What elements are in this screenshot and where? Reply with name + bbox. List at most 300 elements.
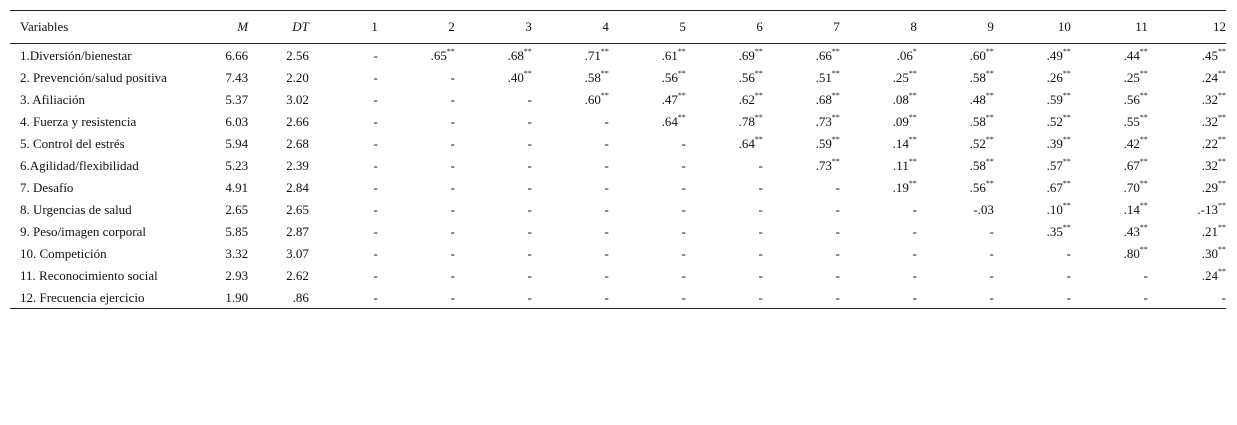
correlation-cell bbox=[532, 264, 609, 286]
correlation-value: - bbox=[450, 224, 455, 239]
correlation-cell bbox=[455, 264, 532, 286]
significance-marker: ** bbox=[831, 157, 840, 166]
correlation-value: - bbox=[1066, 268, 1071, 283]
table-row bbox=[10, 264, 1226, 286]
correlation-value: .19 bbox=[892, 180, 909, 195]
correlation-value: .40 bbox=[507, 70, 524, 85]
header-col-10: 10 bbox=[1057, 19, 1071, 34]
correlation-value: .73 bbox=[815, 114, 832, 129]
correlation-value: - bbox=[1143, 290, 1148, 305]
significance-marker: ** bbox=[754, 47, 763, 56]
correlation-cell bbox=[609, 242, 686, 264]
correlation-cell bbox=[994, 154, 1071, 176]
header-col-9: 9 bbox=[987, 19, 994, 34]
correlation-value: - bbox=[912, 202, 917, 217]
correlation-cell bbox=[378, 154, 455, 176]
correlation-value: - bbox=[373, 224, 378, 239]
correlation-value: .59 bbox=[815, 136, 832, 151]
correlation-cell bbox=[309, 66, 378, 88]
correlation-cell bbox=[994, 88, 1071, 110]
correlation-cell bbox=[1071, 242, 1148, 264]
correlation-cell bbox=[917, 242, 994, 264]
correlation-cell bbox=[1148, 110, 1226, 132]
correlation-value: .14 bbox=[1123, 202, 1140, 217]
correlation-value: .68 bbox=[507, 48, 524, 63]
correlation-value: - bbox=[450, 70, 455, 85]
correlation-value: .64 bbox=[738, 136, 755, 151]
correlation-value: - bbox=[604, 180, 609, 195]
correlation-cell bbox=[686, 264, 763, 286]
table-row bbox=[10, 110, 1226, 132]
correlation-cell bbox=[763, 220, 840, 242]
significance-marker: ** bbox=[985, 179, 994, 188]
correlation-cell bbox=[917, 110, 994, 132]
correlation-cell bbox=[994, 242, 1071, 264]
correlation-cell bbox=[455, 154, 532, 176]
header-col-11: 11 bbox=[1135, 19, 1148, 34]
correlation-cell bbox=[309, 198, 378, 220]
correlation-cell bbox=[1148, 264, 1226, 286]
correlation-cell bbox=[763, 264, 840, 286]
significance-marker: ** bbox=[1139, 113, 1148, 122]
correlation-value: - bbox=[1221, 290, 1226, 305]
correlation-value: - bbox=[450, 114, 455, 129]
row-sd: .86 bbox=[292, 290, 309, 305]
correlation-value: - bbox=[450, 180, 455, 195]
correlation-cell bbox=[1148, 220, 1226, 242]
correlation-cell bbox=[455, 66, 532, 88]
correlation-value: - bbox=[373, 268, 378, 283]
correlation-cell bbox=[609, 220, 686, 242]
correlation-value: .25 bbox=[1123, 70, 1140, 85]
correlation-value: .67 bbox=[1123, 158, 1140, 173]
correlation-cell bbox=[609, 110, 686, 132]
header-sd: DT bbox=[292, 19, 309, 34]
significance-marker: ** bbox=[831, 91, 840, 100]
row-variable-label: 3. Afiliación bbox=[20, 92, 85, 107]
correlation-value: .60 bbox=[969, 48, 986, 63]
significance-marker: ** bbox=[1062, 201, 1071, 210]
significance-marker: ** bbox=[1062, 135, 1071, 144]
correlation-value: - bbox=[527, 290, 532, 305]
correlation-cell bbox=[455, 242, 532, 264]
significance-marker: ** bbox=[677, 91, 686, 100]
correlation-cell bbox=[378, 132, 455, 154]
significance-marker: ** bbox=[1062, 157, 1071, 166]
correlation-table-container bbox=[10, 10, 1226, 309]
correlation-cell bbox=[840, 66, 917, 88]
significance-marker: ** bbox=[600, 47, 609, 56]
correlation-cell bbox=[763, 286, 840, 309]
correlation-cell bbox=[840, 176, 917, 198]
correlation-cell bbox=[994, 66, 1071, 88]
correlation-value: .43 bbox=[1123, 224, 1140, 239]
correlation-value: - bbox=[450, 290, 455, 305]
correlation-value: .32 bbox=[1201, 92, 1218, 107]
correlation-cell bbox=[532, 176, 609, 198]
correlation-cell bbox=[1148, 132, 1226, 154]
correlation-value: - bbox=[450, 92, 455, 107]
correlation-cell bbox=[840, 264, 917, 286]
correlation-cell bbox=[763, 66, 840, 88]
correlation-value: - bbox=[373, 158, 378, 173]
significance-marker: ** bbox=[1139, 47, 1148, 56]
correlation-cell bbox=[1148, 198, 1226, 220]
significance-marker: ** bbox=[908, 135, 917, 144]
significance-marker: ** bbox=[1062, 69, 1071, 78]
correlation-value: .56 bbox=[738, 70, 755, 85]
correlation-cell bbox=[309, 132, 378, 154]
row-mean: 5.85 bbox=[225, 224, 249, 239]
header-col-12: 12 bbox=[1213, 19, 1226, 34]
correlation-cell bbox=[532, 154, 609, 176]
correlation-cell bbox=[686, 110, 763, 132]
header-col-6: 6 bbox=[756, 19, 763, 34]
table-row bbox=[10, 88, 1226, 110]
correlation-value: - bbox=[450, 246, 455, 261]
row-mean: 5.94 bbox=[225, 136, 249, 151]
correlation-value: .78 bbox=[738, 114, 755, 129]
correlation-cell bbox=[609, 198, 686, 220]
correlation-value: - bbox=[912, 268, 917, 283]
correlation-value: .35 bbox=[1046, 224, 1063, 239]
correlation-value: .30 bbox=[1201, 246, 1218, 261]
correlation-value: - bbox=[758, 246, 763, 261]
correlation-cell bbox=[378, 44, 455, 67]
row-mean: 2.65 bbox=[225, 202, 249, 217]
correlation-value: - bbox=[604, 136, 609, 151]
correlation-cell bbox=[1071, 264, 1148, 286]
correlation-value: .11 bbox=[893, 158, 909, 173]
significance-marker: ** bbox=[908, 157, 917, 166]
correlation-value: - bbox=[912, 246, 917, 261]
correlation-cell bbox=[455, 110, 532, 132]
correlation-value: - bbox=[373, 180, 378, 195]
correlation-value: .71 bbox=[584, 48, 601, 63]
correlation-cell bbox=[994, 44, 1071, 67]
significance-marker: ** bbox=[1139, 69, 1148, 78]
table-row bbox=[10, 242, 1226, 264]
row-mean: 4.91 bbox=[225, 180, 249, 195]
correlation-cell bbox=[840, 242, 917, 264]
correlation-value: - bbox=[450, 158, 455, 173]
correlation-value: .58 bbox=[584, 70, 601, 85]
correlation-value: - bbox=[681, 158, 686, 173]
row-sd: 2.56 bbox=[286, 48, 309, 63]
header-col-3: 3 bbox=[525, 19, 532, 34]
correlation-cell bbox=[686, 176, 763, 198]
correlation-value: - bbox=[758, 180, 763, 195]
significance-marker: ** bbox=[446, 47, 455, 56]
row-variable-label: 8. Urgencias de salud bbox=[20, 202, 132, 217]
correlation-cell bbox=[455, 88, 532, 110]
correlation-value: - bbox=[527, 246, 532, 261]
correlation-value: - bbox=[681, 136, 686, 151]
correlation-value: - bbox=[681, 246, 686, 261]
correlation-cell bbox=[840, 198, 917, 220]
table-row bbox=[10, 286, 1226, 309]
correlation-cell bbox=[994, 264, 1071, 286]
table-row bbox=[10, 66, 1226, 88]
correlation-value: .25 bbox=[892, 70, 909, 85]
correlation-cell bbox=[763, 88, 840, 110]
correlation-value: - bbox=[912, 224, 917, 239]
correlation-cell bbox=[532, 110, 609, 132]
correlation-cell bbox=[763, 132, 840, 154]
correlation-cell bbox=[378, 264, 455, 286]
correlation-cell bbox=[1071, 110, 1148, 132]
significance-marker: ** bbox=[1139, 135, 1148, 144]
correlation-value: - bbox=[1143, 268, 1148, 283]
correlation-value: - bbox=[604, 290, 609, 305]
correlation-cell bbox=[994, 110, 1071, 132]
correlation-value: - bbox=[527, 158, 532, 173]
correlation-value: .09 bbox=[892, 114, 909, 129]
correlation-cell bbox=[378, 220, 455, 242]
significance-marker: ** bbox=[600, 91, 609, 100]
correlation-cell bbox=[532, 44, 609, 67]
correlation-value: - bbox=[373, 92, 378, 107]
correlation-value: - bbox=[989, 224, 994, 239]
correlation-cell bbox=[917, 264, 994, 286]
correlation-value: .56 bbox=[969, 180, 986, 195]
correlation-value: .08 bbox=[892, 92, 909, 107]
correlation-value: - bbox=[681, 224, 686, 239]
header-col-8: 8 bbox=[910, 19, 917, 34]
correlation-cell bbox=[378, 242, 455, 264]
significance-marker: ** bbox=[1218, 91, 1226, 100]
significance-marker: ** bbox=[831, 47, 840, 56]
correlation-value: - bbox=[604, 158, 609, 173]
correlation-cell bbox=[840, 44, 917, 67]
correlation-cell bbox=[686, 44, 763, 67]
correlation-cell bbox=[1071, 154, 1148, 176]
correlation-cell bbox=[994, 198, 1071, 220]
correlation-value: .51 bbox=[815, 70, 832, 85]
correlation-value: - bbox=[450, 136, 455, 151]
correlation-value: - bbox=[604, 268, 609, 283]
correlation-cell bbox=[763, 154, 840, 176]
correlation-cell bbox=[455, 44, 532, 67]
significance-marker: ** bbox=[1218, 157, 1226, 166]
correlation-cell bbox=[378, 110, 455, 132]
correlation-cell bbox=[378, 286, 455, 309]
correlation-cell bbox=[1071, 198, 1148, 220]
row-mean: 5.37 bbox=[225, 92, 249, 107]
significance-marker: ** bbox=[985, 47, 994, 56]
correlation-value: - bbox=[527, 180, 532, 195]
correlation-cell bbox=[609, 132, 686, 154]
row-mean: 6.66 bbox=[225, 48, 249, 63]
correlation-cell bbox=[309, 44, 378, 67]
table-row bbox=[10, 44, 1226, 67]
correlation-value: - bbox=[527, 268, 532, 283]
table-row bbox=[10, 154, 1226, 176]
significance-marker: ** bbox=[1218, 113, 1226, 122]
correlation-cell bbox=[532, 286, 609, 309]
correlation-value: .24 bbox=[1201, 268, 1218, 283]
significance-marker: ** bbox=[1062, 91, 1071, 100]
correlation-cell bbox=[763, 110, 840, 132]
correlation-value: - bbox=[604, 202, 609, 217]
correlation-cell bbox=[609, 286, 686, 309]
correlation-value: - bbox=[835, 224, 840, 239]
row-mean: 6.03 bbox=[225, 114, 249, 129]
correlation-value: - bbox=[373, 136, 378, 151]
significance-marker: ** bbox=[1218, 47, 1226, 56]
correlation-cell bbox=[309, 286, 378, 309]
correlation-value: - bbox=[1066, 290, 1071, 305]
correlation-value: .48 bbox=[969, 92, 986, 107]
row-mean: 3.32 bbox=[225, 246, 249, 261]
correlation-cell bbox=[1071, 132, 1148, 154]
correlation-value: - bbox=[373, 70, 378, 85]
correlation-cell bbox=[994, 286, 1071, 309]
significance-marker: ** bbox=[1139, 179, 1148, 188]
significance-marker: * bbox=[912, 47, 917, 56]
correlation-value: - bbox=[450, 268, 455, 283]
row-variable-label: 2. Prevención/salud positiva bbox=[20, 70, 167, 85]
correlation-value: .56 bbox=[661, 70, 678, 85]
correlation-cell bbox=[686, 220, 763, 242]
correlation-cell bbox=[609, 66, 686, 88]
correlation-value: - bbox=[758, 290, 763, 305]
correlation-value: - bbox=[989, 268, 994, 283]
row-variable-label: 9. Peso/imagen corporal bbox=[20, 224, 146, 239]
correlation-cell bbox=[686, 154, 763, 176]
row-sd: 2.20 bbox=[286, 70, 309, 85]
row-variable-label: 6.Agilidad/flexibilidad bbox=[20, 158, 139, 173]
correlation-table bbox=[10, 10, 1226, 309]
correlation-value: .80 bbox=[1123, 246, 1140, 261]
correlation-value: .56 bbox=[1123, 92, 1140, 107]
correlation-cell bbox=[1148, 66, 1226, 88]
correlation-value: - bbox=[373, 290, 378, 305]
correlation-value: .-13 bbox=[1197, 202, 1218, 217]
row-sd: 2.39 bbox=[286, 158, 309, 173]
correlation-cell bbox=[309, 220, 378, 242]
correlation-cell bbox=[917, 154, 994, 176]
row-sd: 3.07 bbox=[286, 246, 309, 261]
correlation-value: - bbox=[989, 290, 994, 305]
correlation-cell bbox=[1071, 44, 1148, 67]
header-col-1: 1 bbox=[371, 19, 378, 34]
row-mean: 1.90 bbox=[225, 290, 249, 305]
significance-marker: ** bbox=[831, 69, 840, 78]
row-variable-label: 10. Competición bbox=[20, 246, 107, 261]
correlation-value: - bbox=[681, 268, 686, 283]
significance-marker: ** bbox=[523, 69, 532, 78]
significance-marker: ** bbox=[1139, 91, 1148, 100]
correlation-cell bbox=[609, 154, 686, 176]
significance-marker: ** bbox=[908, 179, 917, 188]
correlation-value: .57 bbox=[1046, 158, 1063, 173]
correlation-cell bbox=[455, 220, 532, 242]
correlation-value: - bbox=[758, 202, 763, 217]
correlation-cell bbox=[1148, 242, 1226, 264]
significance-marker: ** bbox=[1062, 179, 1071, 188]
significance-marker: ** bbox=[1218, 245, 1226, 254]
significance-marker: ** bbox=[831, 135, 840, 144]
correlation-value: .65 bbox=[430, 48, 447, 63]
correlation-value: - bbox=[604, 114, 609, 129]
correlation-cell bbox=[609, 44, 686, 67]
correlation-value: .49 bbox=[1046, 48, 1063, 63]
row-sd: 2.84 bbox=[286, 180, 309, 195]
correlation-cell bbox=[686, 132, 763, 154]
correlation-cell bbox=[455, 132, 532, 154]
correlation-value: .39 bbox=[1046, 136, 1063, 151]
row-sd: 2.66 bbox=[286, 114, 309, 129]
significance-marker: ** bbox=[1218, 135, 1226, 144]
correlation-cell bbox=[763, 176, 840, 198]
correlation-cell bbox=[609, 176, 686, 198]
correlation-value: .22 bbox=[1201, 136, 1218, 151]
correlation-value: - bbox=[835, 202, 840, 217]
correlation-value: .44 bbox=[1123, 48, 1140, 63]
table-body bbox=[10, 44, 1226, 309]
correlation-cell bbox=[455, 286, 532, 309]
correlation-value: - bbox=[835, 180, 840, 195]
correlation-value: .42 bbox=[1123, 136, 1140, 151]
significance-marker: ** bbox=[985, 91, 994, 100]
correlation-value: .55 bbox=[1123, 114, 1140, 129]
header-col-2: 2 bbox=[448, 19, 455, 34]
significance-marker: ** bbox=[1139, 201, 1148, 210]
correlation-cell bbox=[917, 132, 994, 154]
correlation-value: .26 bbox=[1046, 70, 1063, 85]
correlation-value: - bbox=[681, 290, 686, 305]
significance-marker: ** bbox=[754, 91, 763, 100]
correlation-value: - bbox=[989, 246, 994, 261]
header-col-7: 7 bbox=[833, 19, 840, 34]
correlation-cell bbox=[917, 286, 994, 309]
correlation-cell bbox=[686, 242, 763, 264]
row-variable-label: 11. Reconocimiento social bbox=[20, 268, 158, 283]
significance-marker: ** bbox=[1062, 113, 1071, 122]
correlation-cell bbox=[917, 66, 994, 88]
correlation-cell bbox=[917, 220, 994, 242]
correlation-value: .52 bbox=[969, 136, 986, 151]
row-sd: 2.62 bbox=[286, 268, 309, 283]
correlation-cell bbox=[1071, 66, 1148, 88]
correlation-cell bbox=[532, 220, 609, 242]
correlation-value: .14 bbox=[892, 136, 909, 151]
header-variables: Variables bbox=[20, 19, 69, 34]
significance-marker: ** bbox=[1218, 201, 1226, 210]
correlation-cell bbox=[763, 242, 840, 264]
correlation-value: - bbox=[681, 202, 686, 217]
correlation-cell bbox=[455, 198, 532, 220]
correlation-value: .58 bbox=[969, 158, 986, 173]
correlation-cell bbox=[1148, 286, 1226, 309]
correlation-value: .66 bbox=[815, 48, 832, 63]
correlation-cell bbox=[840, 88, 917, 110]
correlation-value: .29 bbox=[1201, 180, 1218, 195]
significance-marker: ** bbox=[985, 113, 994, 122]
significance-marker: ** bbox=[1139, 157, 1148, 166]
correlation-value: .47 bbox=[661, 92, 678, 107]
correlation-value: .64 bbox=[661, 114, 678, 129]
significance-marker: ** bbox=[677, 113, 686, 122]
significance-marker: ** bbox=[1218, 267, 1226, 276]
correlation-cell bbox=[378, 66, 455, 88]
significance-marker: ** bbox=[985, 69, 994, 78]
header-col-5: 5 bbox=[679, 19, 686, 34]
correlation-cell bbox=[378, 88, 455, 110]
significance-marker: ** bbox=[523, 47, 532, 56]
correlation-cell bbox=[532, 88, 609, 110]
